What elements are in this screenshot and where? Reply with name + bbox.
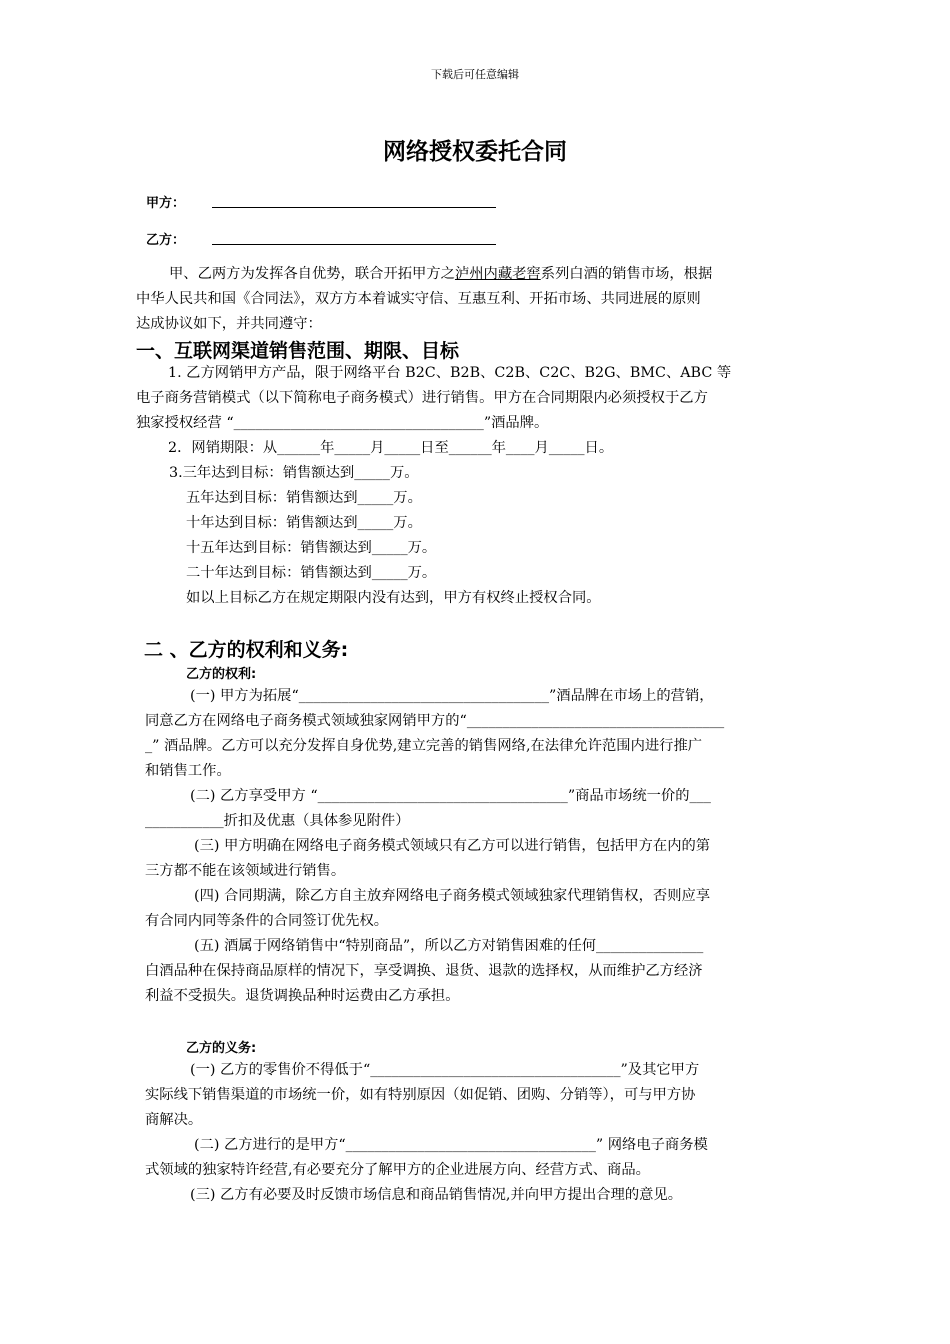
- duty-1-line-3: 商解决。: [145, 1112, 203, 1128]
- right-2-line-1: (二) 乙方享受甲方 “___________________________________”商品市场统一价的___: [190, 788, 711, 804]
- right-2-line-2: ___________折扣及优惠（具体参见附件）: [145, 813, 410, 829]
- intro-text-post: 系列白酒的销售市场，根据: [540, 266, 713, 282]
- section-1-heading: 一、互联网渠道销售范围、期限、目标: [136, 340, 460, 362]
- s1-item1-line-3: 独家授权经营 “___________________________________”酒品牌。: [136, 415, 549, 431]
- rights-title: 乙方的权利:: [186, 667, 257, 682]
- page-header-note: 下载后可任意编辑: [431, 68, 519, 81]
- party-a-label: 甲方：: [146, 196, 186, 211]
- s1-item3-fifteen-years: 十五年达到目标：销售额达到_____万。: [186, 540, 437, 556]
- right-5-line-1: (五) 酒属于网络销售中“特别商品”，所以乙方对销售困难的任何_______________: [194, 938, 704, 954]
- party-b-blank: [212, 243, 496, 245]
- right-1-line-1: (一) 甲方为拓展“___________________________________”酒品牌在市场上的营销，: [190, 688, 714, 704]
- duty-3-line-1: (三) 乙方有必要及时反馈市场信息和商品销售情况,并向甲方提出合理的意见。: [190, 1187, 683, 1203]
- duty-2-line-1: (二) 乙方进行的是甲方“___________________________________” 网络电子商务模: [194, 1137, 708, 1153]
- document-title: 网络授权委托合同: [383, 139, 567, 165]
- s1-item3-termination: 如以上目标乙方在规定期限内没有达到，甲方有权终止授权合同。: [186, 590, 601, 606]
- s1-item1-line-1: 1. 乙方网销甲方产品，限于网络平台 B2C、B2B、C2B、C2C、B2G、BMC、ABC 等: [168, 365, 732, 381]
- intro-text-pre: 甲、乙两方为发挥各自优势，联合开拓甲方之: [169, 266, 455, 282]
- s1-item3-ten-years: 十年达到目标：销售额达到_____万。: [186, 515, 422, 531]
- right-4-line-2: 有合同内同等条件的合同签订优先权。: [145, 913, 389, 929]
- s1-item2: 2．网销期限：从______年_____月_____日至______年____月_____日。: [168, 440, 614, 456]
- intro-line-3: 达成协议如下，并共同遵守：: [136, 316, 322, 332]
- section-2-heading: 二 、乙方的权利和义务:: [144, 639, 349, 661]
- s1-item3: 3.三年达到目标：销售额达到_____万。: [169, 465, 419, 481]
- duty-1-line-2: 实际线下销售渠道的市场统一价，如有特别原因（如促销、团购、分销等），可与甲方协: [145, 1087, 696, 1103]
- right-5-line-3: 利益不受损失。退货调换品种时运费由乙方承担。: [145, 988, 460, 1004]
- brand-name: 泸州内藏老窖: [454, 266, 541, 282]
- s1-item3-twenty-years: 二十年达到目标：销售额达到_____万。: [186, 565, 437, 581]
- right-1-line-3: _” 酒品牌。乙方可以充分发挥自身优势,建立完善的销售网络,在法律允许范围内进行推广: [145, 738, 703, 754]
- right-3-line-1: (三) 甲方明确在网络电子商务模式领域只有乙方可以进行销售，包括甲方在内的第: [194, 838, 711, 854]
- duty-2-line-2: 式领域的独家特许经营,有必要充分了解甲方的企业进展方向、经营方式、商品。: [145, 1162, 650, 1178]
- right-3-line-2: 三方都不能在该领域进行销售。: [145, 863, 346, 879]
- duty-1-line-1: (一) 乙方的零售价不得低于“___________________________________”及其它甲方: [190, 1062, 700, 1078]
- right-1-line-2: 同意乙方在网络电子商务模式领域独家网销甲方的“____________________________________: [145, 713, 725, 729]
- right-5-line-2: 白酒品种在保持商品原样的情况下，享受调换、退货、退款的选择权，从而维护乙方经济: [145, 963, 703, 979]
- right-1-line-4: 和销售工作。: [145, 763, 231, 779]
- s1-item3-five-years: 五年达到目标：销售额达到_____万。: [186, 490, 422, 506]
- intro-line-1: [169, 265, 712, 283]
- party-b-label: 乙方：: [146, 233, 186, 248]
- intro-line-2: 中华人民共和国《合同法》，双方方本着诚实守信、互惠互利、开拓市场、共同进展的原则: [136, 291, 701, 307]
- s1-item1-line-2: 电子商务营销模式（以下简称电子商务模式）进行销售。甲方在合同期限内必须授权于乙方: [136, 390, 708, 406]
- party-a-blank: [212, 206, 496, 208]
- duties-title: 乙方的义务:: [186, 1041, 257, 1056]
- right-4-line-1: (四) 合同期满，除乙方自主放弃网络电子商务模式领域独家代理销售权，否则应享: [194, 888, 711, 904]
